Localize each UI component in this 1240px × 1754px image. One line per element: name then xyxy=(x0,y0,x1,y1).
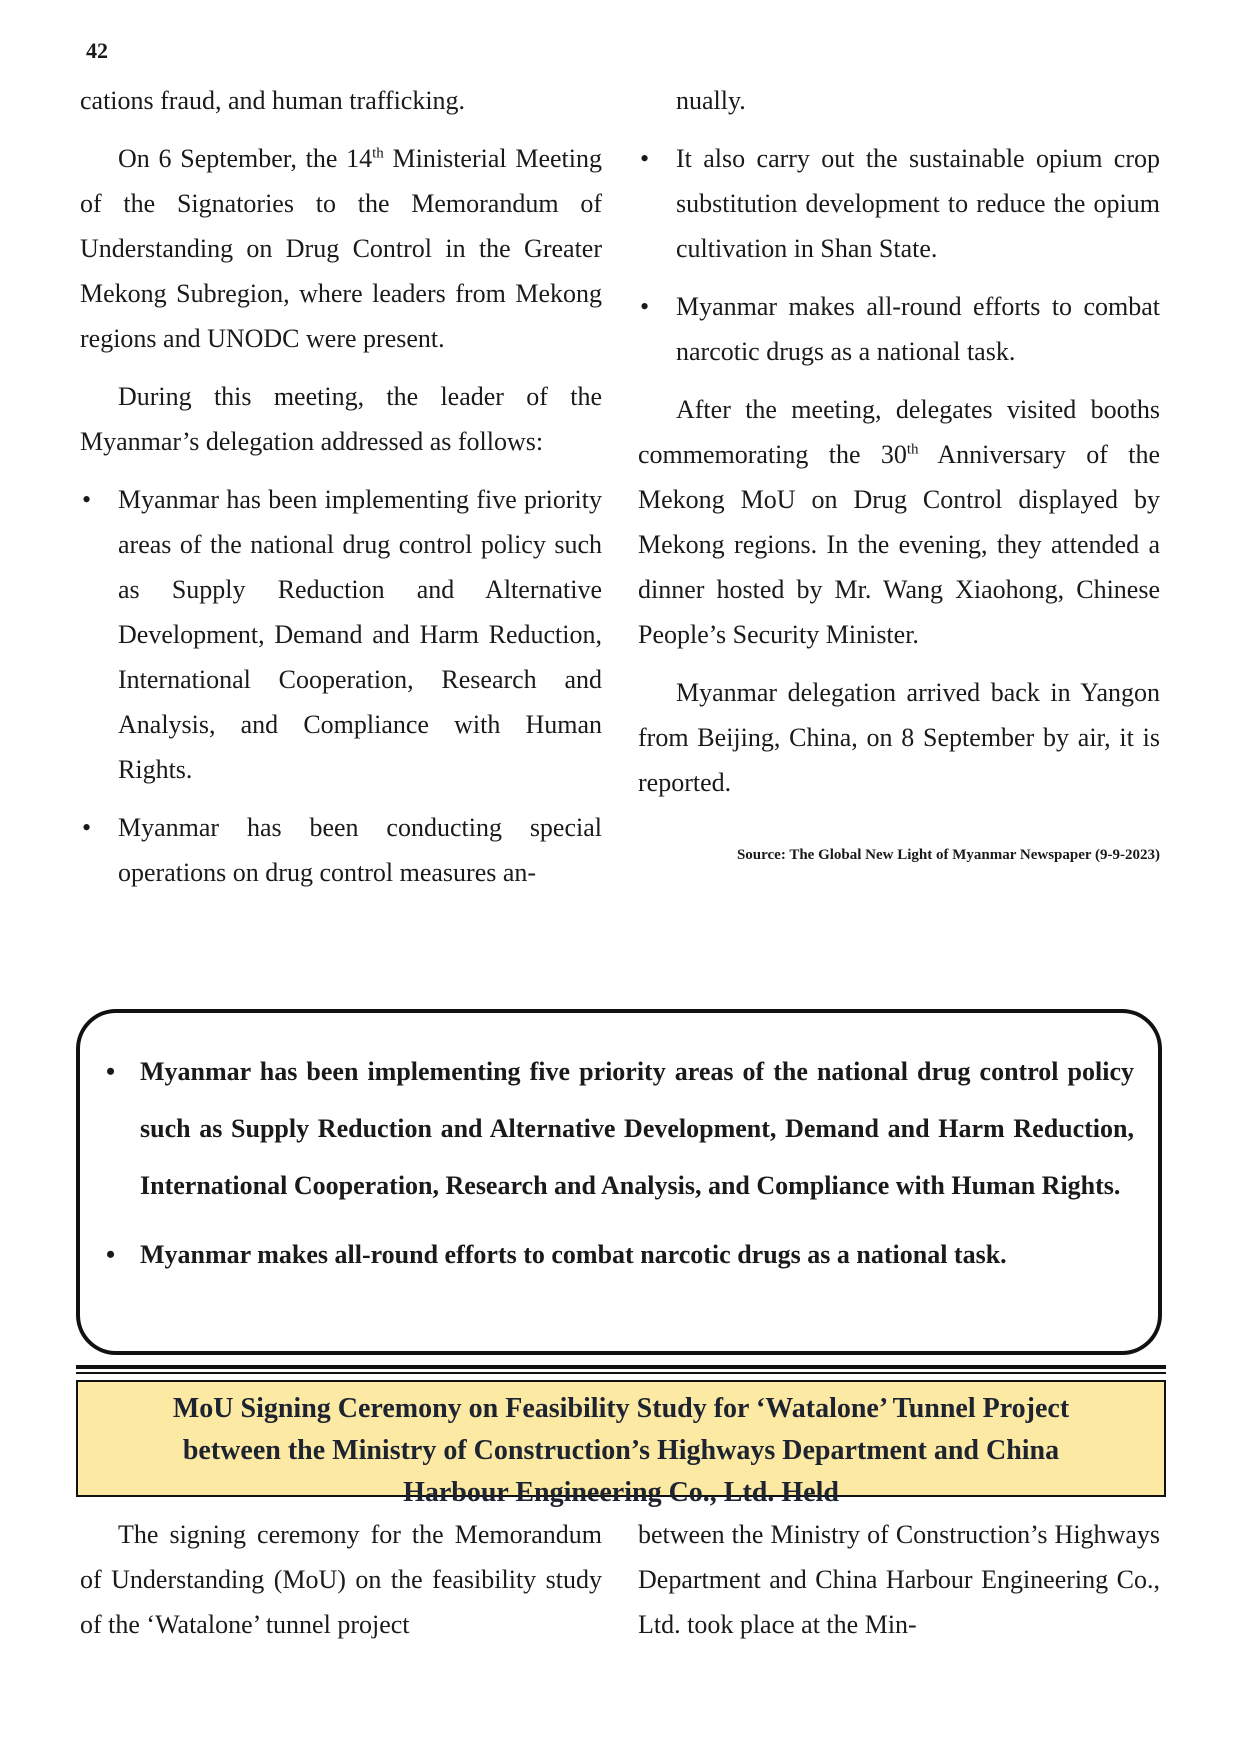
highlight-bullet-list xyxy=(104,1043,1134,1283)
paragraph-after-meeting xyxy=(638,387,1160,657)
right-column-top xyxy=(638,78,1160,865)
right-column-bottom xyxy=(638,1512,1160,1660)
paragraph-signing-ceremony: The signing ceremony for the Memorandum of Understanding (MoU) on the feasibility study of the ‘Watalone’ tunnel project xyxy=(80,1520,602,1639)
left-column-bottom xyxy=(80,1512,602,1660)
list-item: • Myanmar makes all-round efforts to combat narcotic drugs as a national task. xyxy=(638,284,1160,374)
headline-line: MoU Signing Ceremony on Feasibility Study for ‘Watalone’ Tunnel Project xyxy=(172,1393,1070,1424)
paragraph-text: Anniversary of the Mekong MoU on Drug Control displayed by Mekong regions. In the evening, they attended a dinner hosted by Mr. Wang Xiaohong, Chinese People’s Security Minister. xyxy=(638,440,1160,649)
divider-thick xyxy=(76,1365,1166,1369)
page-number: 42 xyxy=(86,38,108,63)
list-item: • It also carry out the sustainable opium crop substitution development to reduce the opium cultivation in Shan State. xyxy=(638,136,1160,271)
paragraph-text: On 6 September, the 14 xyxy=(118,144,373,173)
highlight-list-item: • Myanmar has been implementing five priority areas of the national drug control policy such as Supply Reduction and Alternative Development, Demand and Harm Reduction, International Cooperation, Research and Analysis, and Compliance with Human Rights. xyxy=(104,1043,1134,1214)
source-citation: Source: The Global New Light of Myanmar Newspaper (9-9-2023) xyxy=(736,847,1160,863)
list-item: • Myanmar has been implementing five priority areas of the national drug control policy such as Supply Reduction and Alternative Development, Demand and Harm Reduction, International Cooperation, Research and Analysis, and Compliance with Human Rights. xyxy=(80,477,602,792)
paragraph-ministerial-meeting xyxy=(80,136,602,361)
paragraph-text: After the meeting, delegates visited booths commemorating the 30 xyxy=(638,395,1160,469)
paragraph-text: Ministerial Meeting of the Signatories to the Memorandum of Understanding on Drug Control in the Greater Mekong Subregion, where leaders from Mekong regions and UNODC were present. xyxy=(80,144,602,353)
paragraph-return: Myanmar delegation arrived back in Yangon from Beijing, China, on 8 September by air, it is reported. xyxy=(638,678,1160,797)
paragraph-delegation-address: During this meeting, the leader of the Myanmar’s delegation addressed as follows: xyxy=(80,382,602,456)
ordinal-superscript: th xyxy=(372,145,384,162)
highlight-list-item: • Myanmar makes all-round efforts to combat narcotic drugs as a national task. xyxy=(104,1226,1134,1283)
headline-line: Harbour Engineering Co., Ltd. Held xyxy=(403,1477,839,1508)
list-item-continuation: nually. xyxy=(676,86,746,115)
article-headline xyxy=(76,1380,1166,1508)
divider-thin xyxy=(76,1372,1166,1374)
bullet-list-left xyxy=(80,477,602,895)
highlight-box xyxy=(76,1009,1162,1355)
list-item: • Myanmar has been conducting special operations on drug control measures an- xyxy=(80,805,602,895)
paragraph-signing-ceremony-continued: between the Ministry of Construction’s Highways Department and China Harbour Engineering Co., Ltd. took place at the Min- xyxy=(638,1520,1160,1639)
headline-line: between the Ministry of Construction’s Highways Department and China xyxy=(182,1435,1060,1466)
bullet-list-right xyxy=(638,136,1160,374)
continuation-text: cations fraud, and human trafficking. xyxy=(80,86,466,115)
ordinal-superscript: th xyxy=(906,441,919,458)
bullet-continuation xyxy=(638,78,1160,123)
left-column-top xyxy=(80,78,602,908)
